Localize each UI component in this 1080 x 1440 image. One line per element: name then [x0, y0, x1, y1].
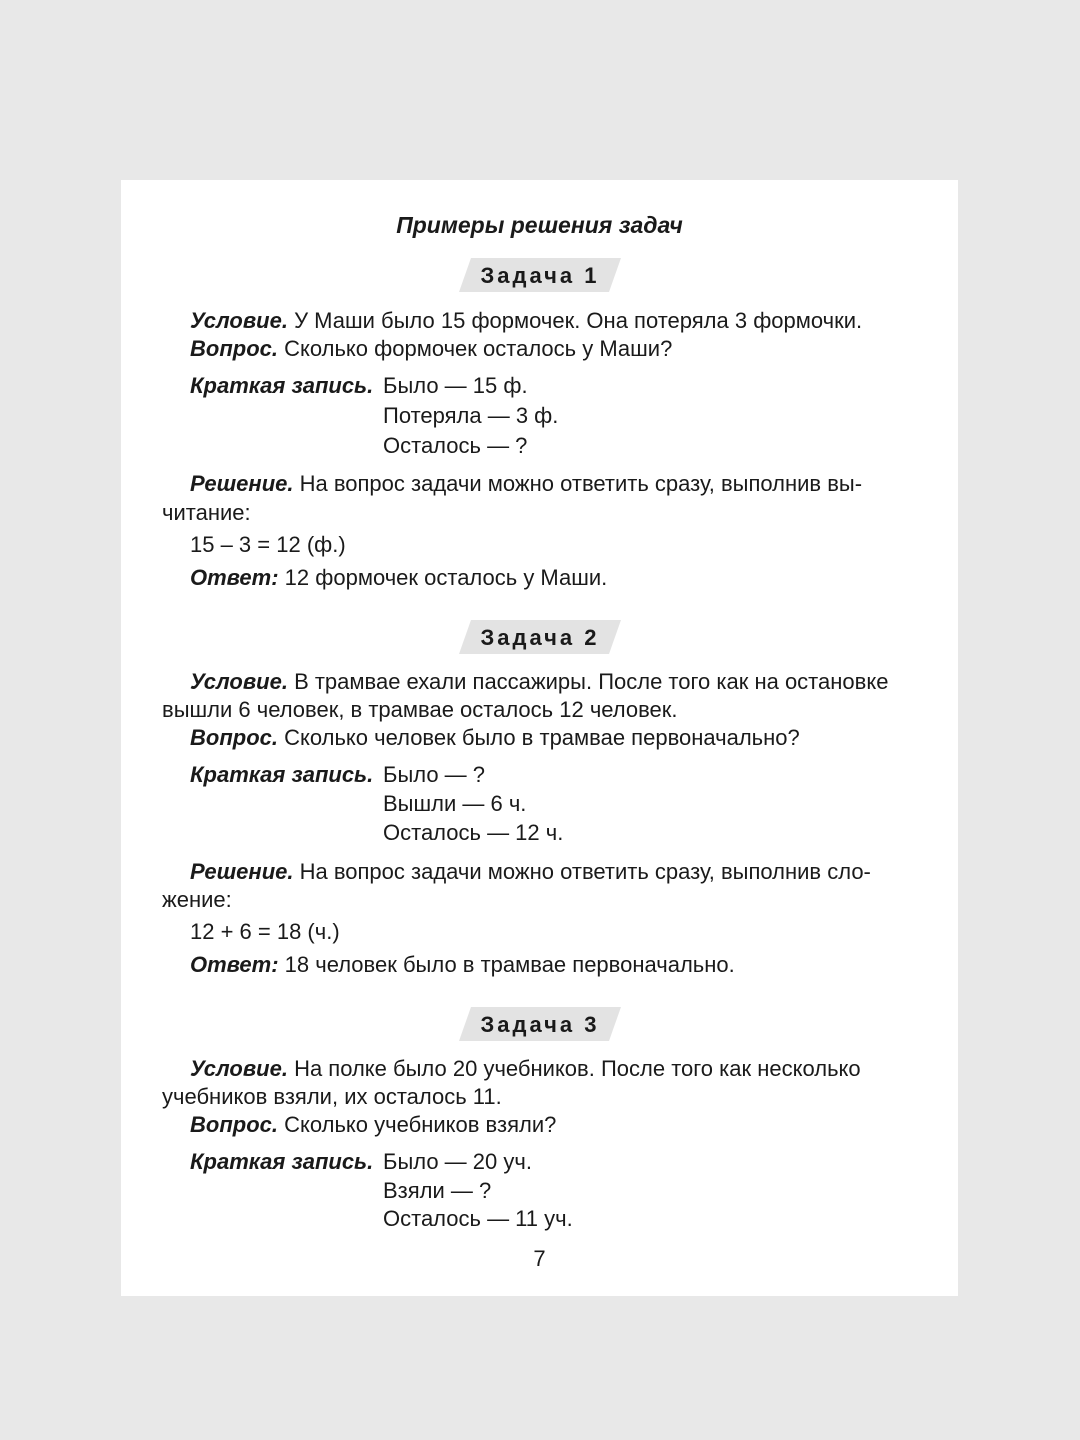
task-3-question: Вопрос. Сколько учебников взяли? [190, 1112, 557, 1137]
task-2-record-line: Было — ? [383, 762, 486, 787]
task-1-heading [459, 258, 621, 292]
task-3-heading-label: Задача 3 [480, 1012, 600, 1037]
task-1-solution: Решение. На вопрос задачи можно ответить сразу, выполнив вы- [190, 471, 863, 496]
task-2-solution: Решение. На вопрос задачи можно ответить сразу, выполнив сло- [190, 859, 871, 884]
task-1-answer: Ответ: 12 формочек осталось у Маши. [190, 565, 608, 590]
task-3-record-line: Взяли — ? [383, 1178, 492, 1203]
task-2-record-label: Краткая запись. [190, 762, 374, 787]
task-1-record-line: Потеряла — 3 ф. [383, 403, 559, 428]
task-1-heading-label: Задача 1 [480, 263, 600, 288]
task-2-condition-cont: вышли 6 человек, в трамвае осталось 12 человек. [162, 697, 678, 722]
page-title: Примеры решения задач [396, 212, 683, 238]
task-3-heading [459, 1007, 621, 1041]
task-2-question: Вопрос. Сколько человек было в трамвае первоначально? [190, 725, 800, 750]
task-1-record-label: Краткая запись. [190, 373, 374, 398]
task-3-condition: Условие. На полке было 20 учебников. После того как несколько [190, 1056, 861, 1081]
task-1-record-line: Осталось — ? [383, 433, 528, 458]
book-page [121, 180, 958, 1296]
task-3-record-line: Было — 20 уч. [383, 1149, 532, 1174]
task-1-question: Вопрос. Сколько формочек осталось у Маши? [190, 336, 673, 361]
task-3-record-line: Осталось — 11 уч. [383, 1206, 573, 1231]
task-2-record-line: Осталось — 12 ч. [383, 820, 564, 845]
task-3-condition-cont: учебников взяли, их осталось 11. [162, 1084, 502, 1109]
task-3-record-label: Краткая запись. [190, 1149, 374, 1174]
task-2-answer: Ответ: 18 человек было в трамвае первоначально. [190, 952, 735, 977]
task-1-solution-cont: читание: [162, 500, 251, 525]
page-number: 7 [533, 1246, 546, 1271]
task-1-equation: 15 – 3 = 12 (ф.) [190, 532, 346, 557]
task-2-heading [459, 620, 621, 654]
task-1-condition: Условие. У Маши было 15 формочек. Она потеряла 3 формочки. [190, 308, 863, 333]
task-2-condition: Условие. В трамвае ехали пассажиры. После того как на остановке [190, 669, 889, 694]
task-1-record-line: Было — 15 ф. [383, 373, 528, 398]
task-2-heading-label: Задача 2 [480, 625, 600, 650]
task-2-solution-cont: жение: [162, 887, 232, 912]
task-2-record-line: Вышли — 6 ч. [383, 791, 527, 816]
task-2-equation: 12 + 6 = 18 (ч.) [190, 919, 340, 944]
